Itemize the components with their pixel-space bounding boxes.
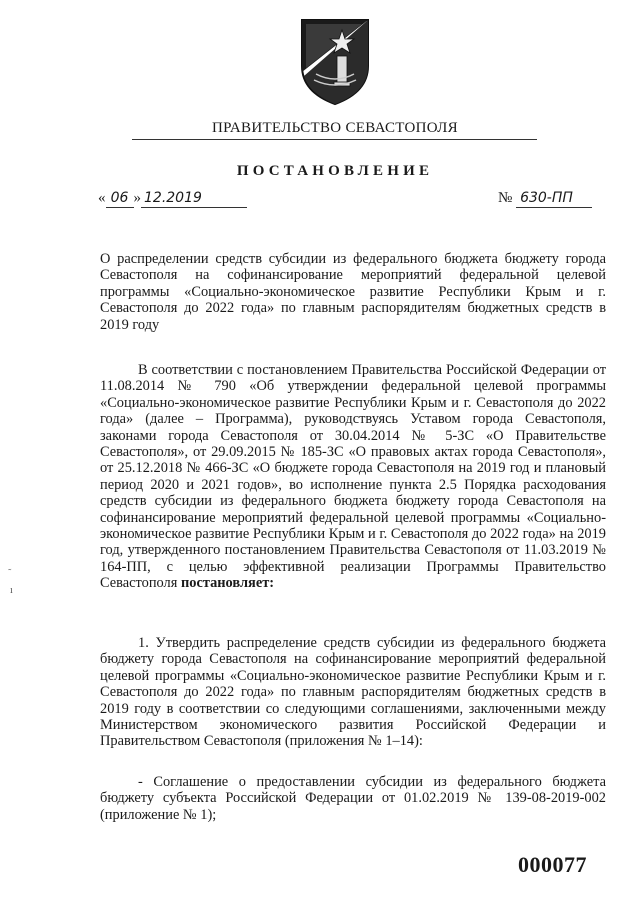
page-serial-number: 000077 [518, 852, 587, 877]
margin-mark: ˜ [8, 568, 12, 579]
date-day: 06 [106, 190, 134, 208]
item-1-sub-1-paragraph: - Соглашение о предоставлении субсидии из федерального бюджета бюджету субъекта Российской Федерации от 01.02.2019 № 139-08-2019-002 (приложение № 1); [100, 774, 606, 823]
date-close-quote: » [133, 190, 141, 206]
number-value: 630-ПП [516, 190, 592, 208]
date-month-year: 12.2019 [141, 190, 247, 208]
date-open-quote: « [98, 190, 106, 206]
document-number [498, 190, 592, 208]
preamble-text: В соответствии с постановлением Правительства Российской Федерации от 11.08.2014 № 790 «Об утверждении федеральной целевой программы «Социально-экономическое развитие Республики Крым и г. Севастополя до 2022 года» (далее – Программа), руководствуясь Уставом города Севастополя, законами города Севастополя от 30.04.2014 № 5-ЗС «О Правительстве Севастополя», от 29.09.2015 № 185-ЗС «О правовых актах города Севастополя», от 25.12.2018 № 466-ЗС «О бюджете города Севастополя на 2019 год и плановый период 2020 и 2021 годов», во исполнение пункта 2.5 Порядка расходования средств субсидии из федерального бюджета бюджету города Севастополя на софинансирование мероприятий федеральной целевой программы «Социально-экономическое развитие Республики Крым и г. Севастополя до 2022 года» на 2019 год, утвержденного постановлением Правительства Севастополя от 11.03.2019 № 164-ПП, с целью эффективной реализации Программы Правительство Севастополя [100, 362, 606, 592]
number-prefix: № [498, 190, 513, 206]
preamble-paragraph [100, 362, 606, 592]
document-subject: О распределении средств субсидии из федерального бюджета бюджету города Севастополя на софинансирование мероприятий федеральной целевой программы «Социально-экономическое развитие Республики Крым и г. Севастополя до 2022 года» по главным распорядителям бюджетных средств в 2019 году [100, 251, 606, 333]
margin-mark: ı [10, 585, 13, 596]
document-date [98, 190, 247, 208]
item-1-paragraph: 1. Утвердить распределение средств субсидии из федерального бюджета бюджету города Севастополя на софинансирование мероприятий федеральной целевой программы «Социально-экономическое развитие Республики Крым и г. Севастополя до 2022 года» по главным распорядителям бюджетных средств в 2019 году в соответствии со следующими соглашениями, заключенными между Министерством экономического развития Российской Федерации и Правительством Севастополя (приложения № 1–14): [100, 635, 606, 750]
government-name: ПРАВИТЕЛЬСТВО СЕВАСТОПОЛЯ [212, 120, 458, 136]
header-divider [132, 139, 537, 140]
preamble-verb: постановляет: [180, 575, 275, 592]
document-type-title: ПОСТАНОВЛЕНИЕ [236, 163, 434, 179]
sevastopol-coat-of-arms-icon [296, 14, 374, 106]
